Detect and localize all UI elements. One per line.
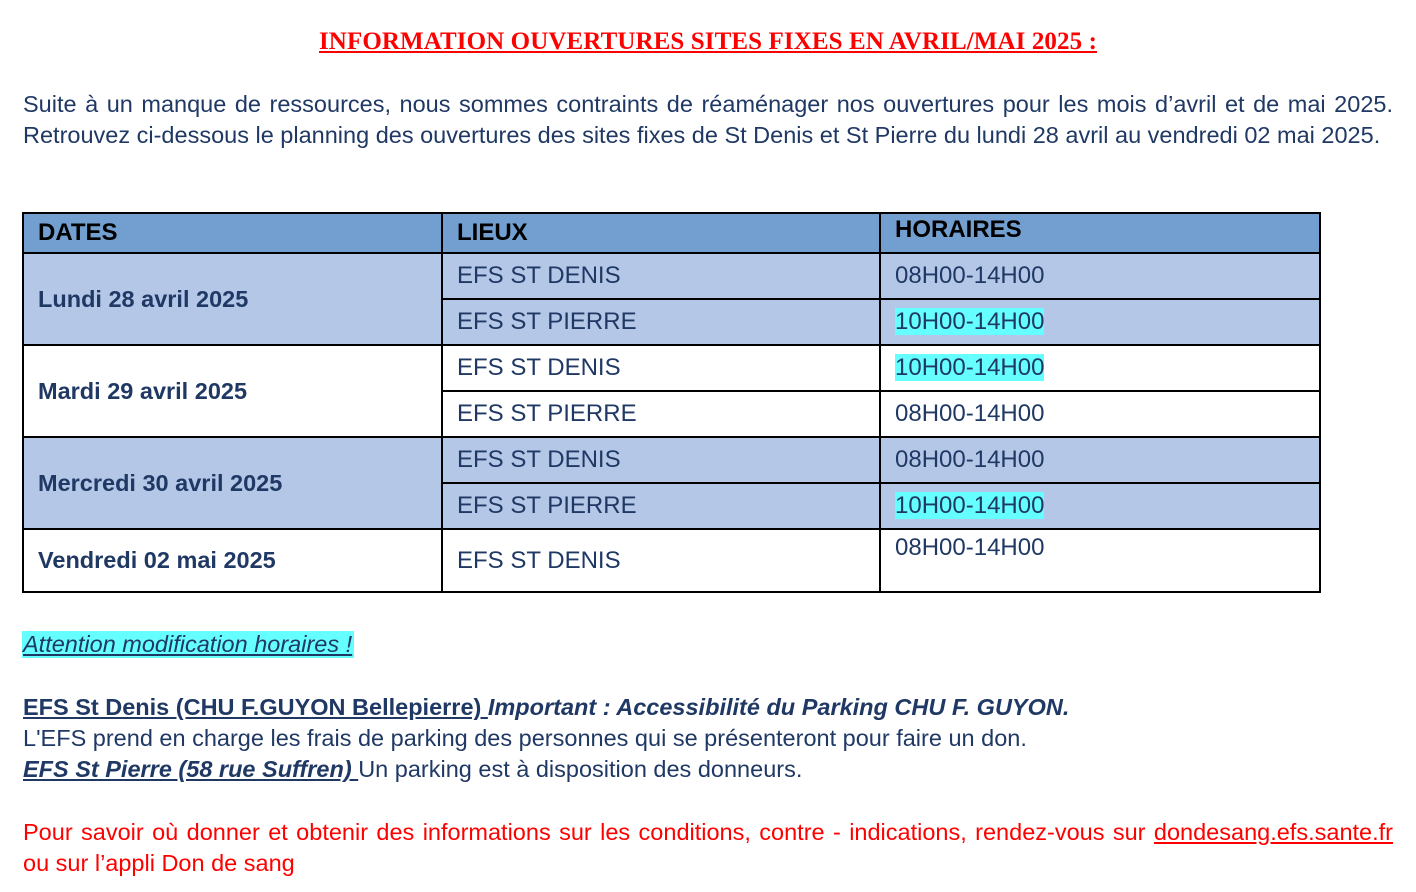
stdenis-line xyxy=(23,692,1403,723)
horaire-cell xyxy=(880,253,1320,299)
footer-text: Pour savoir où donner et obtenir des informations sur les conditions, contre - indications, rendez-vous sur xyxy=(23,819,1154,845)
lieu-cell: EFS ST PIERRE xyxy=(442,483,880,529)
date-cell: Vendredi 02 mai 2025 xyxy=(23,529,442,592)
lieu-cell: EFS ST DENIS xyxy=(442,437,880,483)
header-horaires: HORAIRES xyxy=(880,213,1320,253)
horaire-text: 08H00-14H00 xyxy=(895,446,1045,473)
horaire-text: 08H00-14H00 xyxy=(895,262,1045,289)
header-dates: DATES xyxy=(23,213,442,253)
schedule-table xyxy=(22,212,1321,593)
horaire-cell xyxy=(880,483,1320,529)
dondesang-link[interactable]: dondesang.efs.sante.fr xyxy=(1153,819,1393,845)
horaire-text: 08H00-14H00 xyxy=(895,400,1045,427)
horaire-cell xyxy=(880,529,1320,592)
stpierre-label: EFS St Pierre (58 rue Suffren) xyxy=(23,756,359,782)
date-cell: Lundi 28 avril 2025 xyxy=(23,253,442,345)
table-row xyxy=(23,253,1320,299)
attention-notice: Attention modification horaires ! xyxy=(23,631,353,657)
stdenis-important: Important : Accessibilité du Parking CHU F. GUYON. xyxy=(487,694,1070,720)
page-title: INFORMATION OUVERTURES SITES FIXES EN AVRIL/MAI 2025 : xyxy=(318,28,1098,55)
intro-paragraph: Suite à un manque de ressources, nous sommes contraints de réaménager nos ouvertures pour les mois d’avril et de mai 2025. Retrouvez ci-dessous le planning des ouvertures des sites fixes de St Denis et St Pierre du lundi 28 avril au vendredi 02 mai 2025. xyxy=(23,91,1393,148)
lieu-cell: EFS ST DENIS xyxy=(442,345,880,391)
date-cell: Mercredi 30 avril 2025 xyxy=(23,437,442,529)
footer-info xyxy=(23,817,1393,879)
footer-suffix: ou sur l’appli Don de sang xyxy=(23,850,295,876)
horaire-cell xyxy=(880,391,1320,437)
horaire-text-highlighted: 10H00-14H00 xyxy=(895,354,1045,381)
horaire-text-highlighted: 10H00-14H00 xyxy=(895,308,1045,335)
horaire-cell xyxy=(880,437,1320,483)
stdenis-text: L'EFS prend en charge les frais de parking des personnes qui se présenteront pour faire un don. xyxy=(23,725,1027,751)
date-cell: Mardi 29 avril 2025 xyxy=(23,345,442,437)
horaire-cell xyxy=(880,345,1320,391)
lieu-cell: EFS ST DENIS xyxy=(442,253,880,299)
parking-info xyxy=(23,692,1403,785)
stdenis-label: EFS St Denis (CHU F.GUYON Bellepierre) xyxy=(23,694,488,720)
stpierre-text: Un parking est à disposition des donneurs. xyxy=(358,756,803,782)
table-row xyxy=(23,529,1320,592)
table-header-row xyxy=(23,213,1320,253)
horaire-text: 08H00-14H00 xyxy=(895,534,1045,561)
table-row xyxy=(23,345,1320,391)
horaire-cell xyxy=(880,299,1320,345)
horaire-text-highlighted: 10H00-14H00 xyxy=(895,492,1045,519)
table-row xyxy=(23,437,1320,483)
header-lieux: LIEUX xyxy=(442,213,880,253)
lieu-cell: EFS ST PIERRE xyxy=(442,391,880,437)
stpierre-line xyxy=(23,754,1403,785)
lieu-cell: EFS ST DENIS xyxy=(442,529,880,592)
lieu-cell: EFS ST PIERRE xyxy=(442,299,880,345)
